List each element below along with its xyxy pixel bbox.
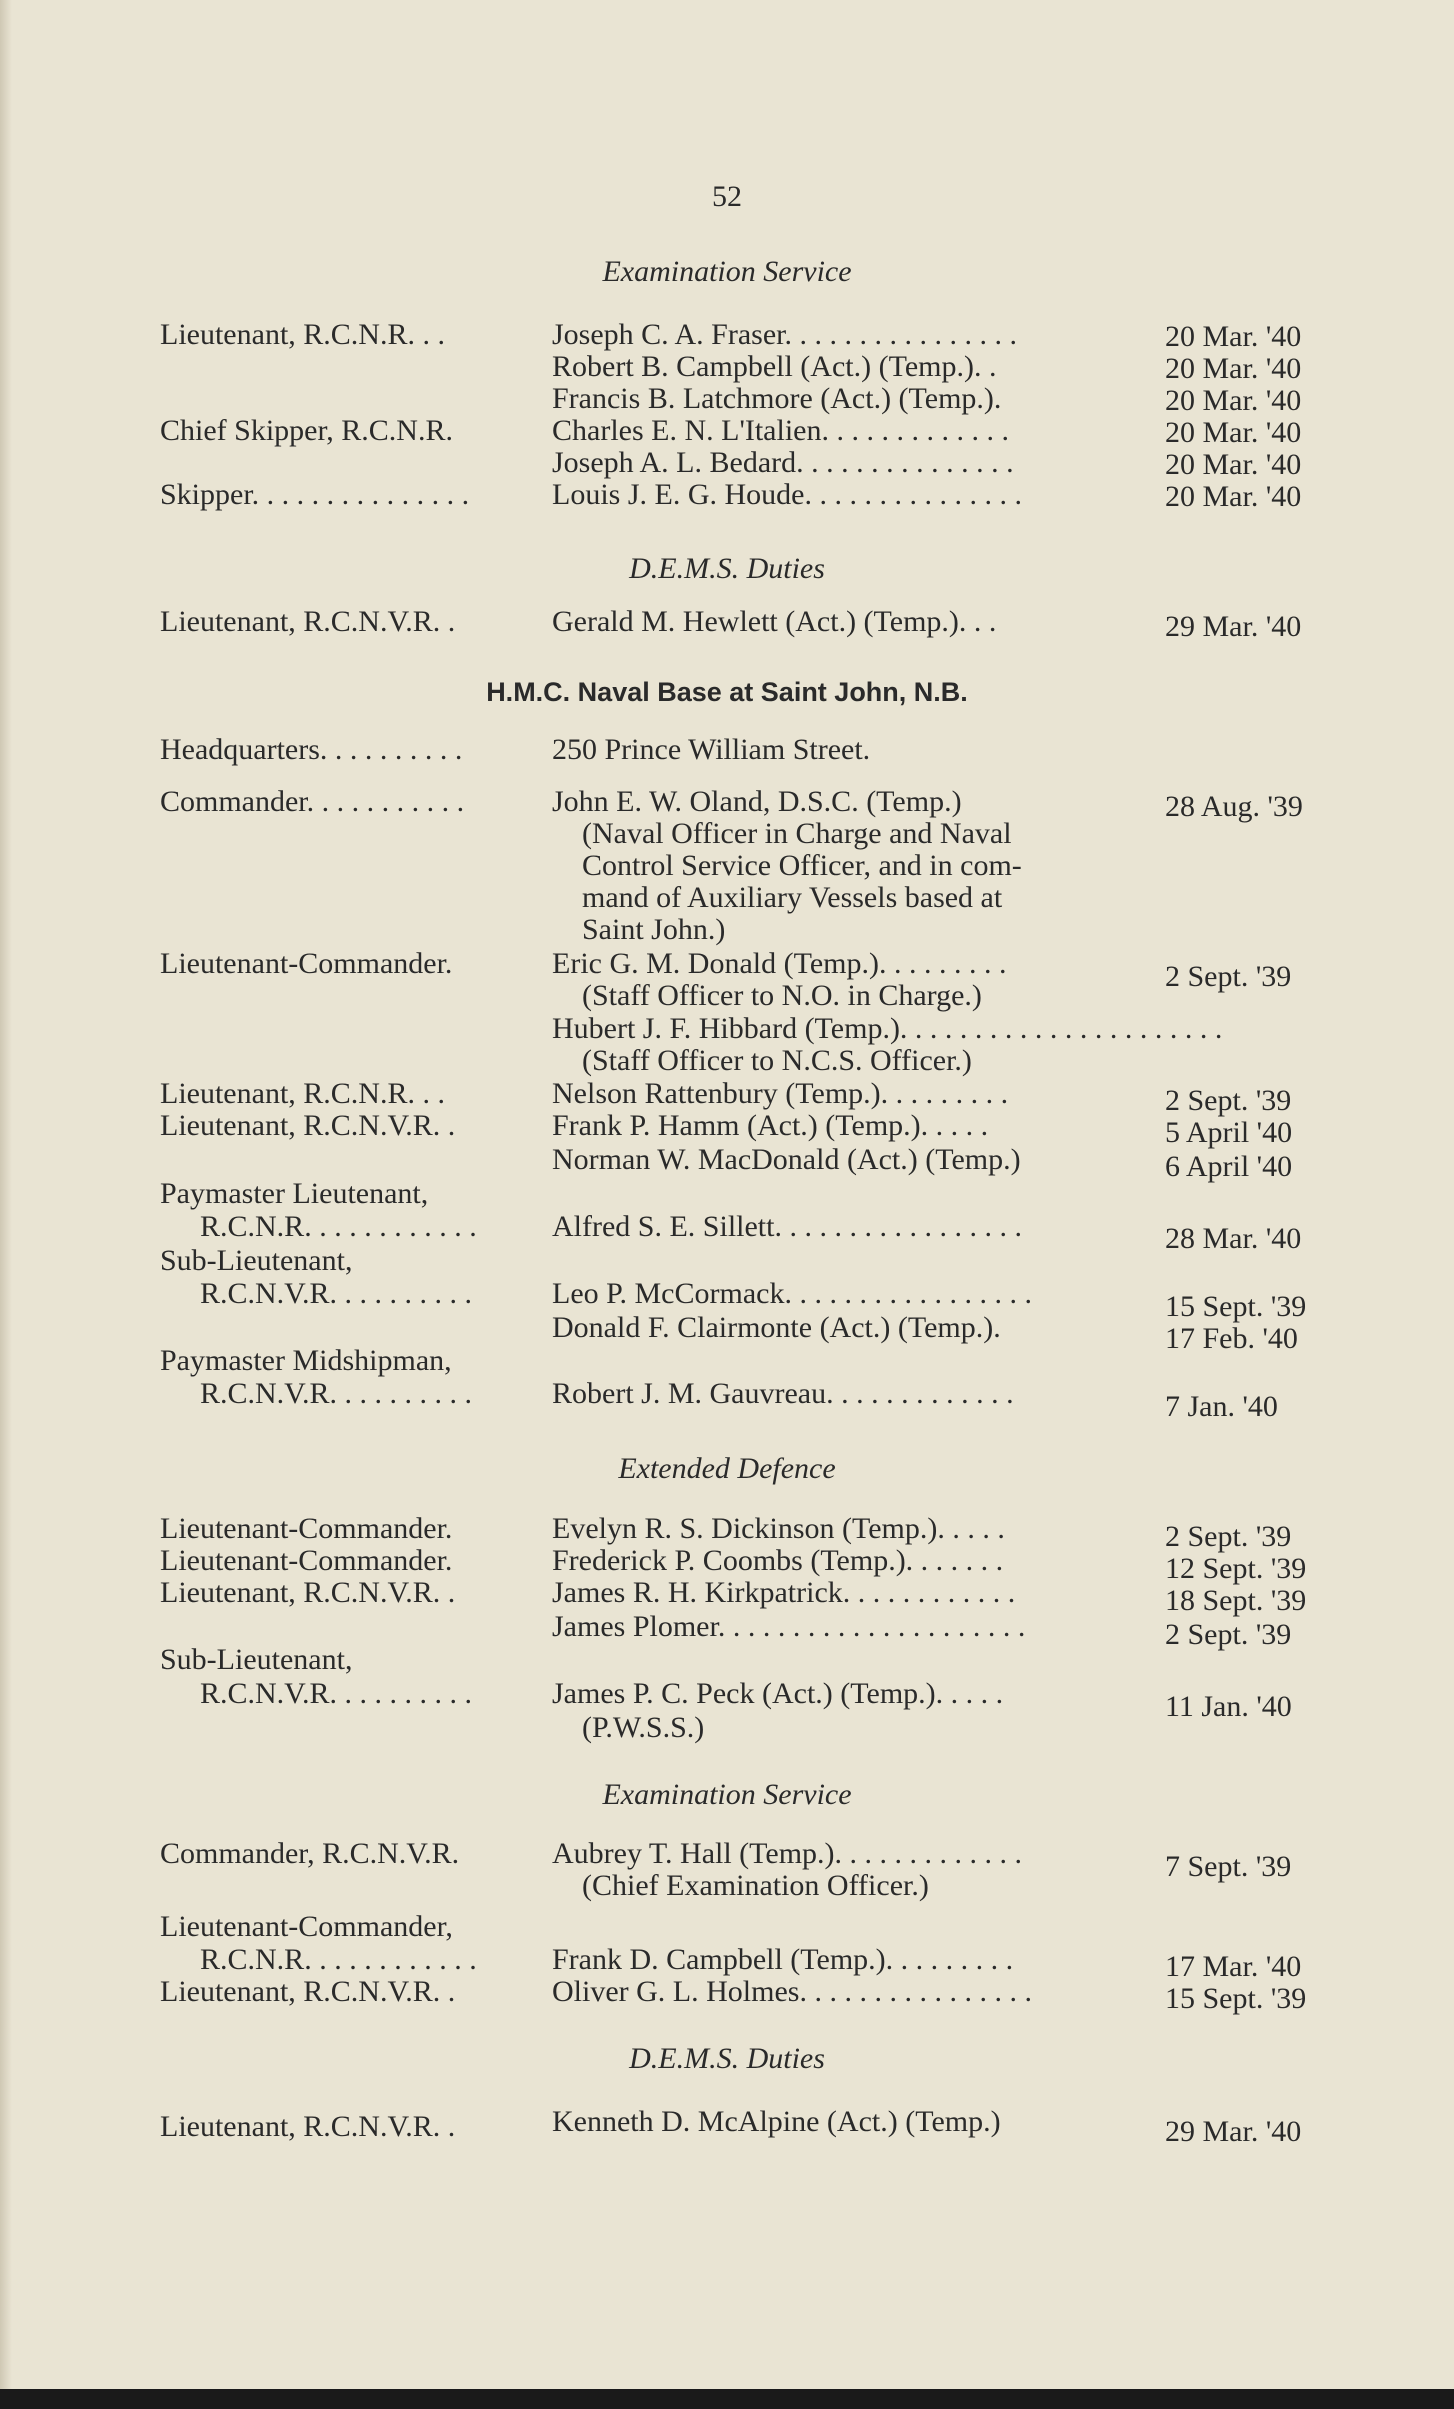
rank: Lieutenant, R.C.N.V.R. . <box>160 1109 456 1142</box>
officer-name: Frederick P. Coombs (Temp.). . . . . . . <box>552 1544 1004 1577</box>
rank: Lieutenant, R.C.N.R. . . <box>160 318 445 351</box>
page-number: 52 <box>712 180 742 213</box>
officer-name: Aubrey T. Hall (Temp.). . . . . . . . . . . . . <box>552 1837 1023 1870</box>
rank: R.C.N.V.R. . . . . . . . . . <box>200 1377 472 1410</box>
section-title: Examination Service <box>602 255 852 288</box>
officer-name: James P. C. Peck (Act.) (Temp.). . . . . <box>552 1677 1004 1710</box>
rank: Lieutenant, R.C.N.R. . . <box>160 1077 445 1110</box>
rank: Lieutenant, R.C.N.V.R. . <box>160 605 456 638</box>
section-heading: H.M.C. Naval Base at Saint John, N.B. <box>486 677 968 707</box>
appointment-date: 2 Sept. '39 <box>1165 1520 1292 1553</box>
appointment-note: mand of Auxiliary Vessels based at <box>582 881 1003 914</box>
appointment-note: (Staff Officer to N.C.S. Officer.) <box>582 1044 972 1077</box>
appointment-date: 29 Mar. '40 <box>1165 610 1302 643</box>
appointment-note: (Chief Examination Officer.) <box>582 1869 929 1902</box>
appointment-date: 11 Jan. '40 <box>1165 1690 1292 1723</box>
rank: Lieutenant-Commander. <box>160 1544 453 1577</box>
rank: Headquarters. . . . . . . . . . <box>160 733 463 766</box>
officer-name: James R. H. Kirkpatrick. . . . . . . . . . . . <box>552 1576 1016 1609</box>
officer-name: Alfred S. E. Sillett. . . . . . . . . . . . . . . . . <box>552 1210 1022 1243</box>
appointment-date: 28 Aug. '39 <box>1165 790 1303 823</box>
appointment-date: 20 Mar. '40 <box>1165 320 1302 353</box>
rank: Paymaster Midshipman, <box>160 1344 452 1377</box>
rank: R.C.N.V.R. . . . . . . . . . <box>200 1677 472 1710</box>
officer-name: Hubert J. F. Hibbard (Temp.). . . . . . . . . . . . . . . . . . . . . . <box>552 1012 1223 1045</box>
officer-name: Gerald M. Hewlett (Act.) (Temp.). . . <box>552 605 997 638</box>
officer-name: Eric G. M. Donald (Temp.). . . . . . . . . <box>552 947 1007 980</box>
officer-name: Evelyn R. S. Dickinson (Temp.). . . . . <box>552 1512 1005 1545</box>
rank: Skipper. . . . . . . . . . . . . . . <box>160 478 470 511</box>
officer-name: Joseph A. L. Bedard. . . . . . . . . . . . . . . <box>552 446 1014 479</box>
officer-name: Louis J. E. G. Houde. . . . . . . . . . . . . . . <box>552 478 1022 511</box>
appointment-date: 20 Mar. '40 <box>1165 384 1302 417</box>
rank: Lieutenant-Commander. <box>160 1512 453 1545</box>
appointment-date: 5 April '40 <box>1165 1116 1293 1149</box>
appointment-date: 20 Mar. '40 <box>1165 448 1302 481</box>
appointment-date: 2 Sept. '39 <box>1165 1084 1292 1117</box>
scan-border <box>0 2389 1454 2409</box>
appointment-note: (Staff Officer to N.O. in Charge.) <box>582 979 982 1012</box>
officer-name: Oliver G. L. Holmes. . . . . . . . . . . . . . . . <box>552 1975 1032 2008</box>
appointment-date: 28 Mar. '40 <box>1165 1222 1302 1255</box>
rank: R.C.N.R. . . . . . . . . . . . <box>200 1943 477 1976</box>
officer-name: Robert B. Campbell (Act.) (Temp.). . <box>552 350 997 383</box>
appointment-date: 15 Sept. '39 <box>1165 1982 1307 2015</box>
section-title: Examination Service <box>602 1778 852 1811</box>
appointment-date: 17 Feb. '40 <box>1165 1322 1298 1355</box>
appointment-date: 17 Mar. '40 <box>1165 1950 1302 1983</box>
officer-name: Charles E. N. L'Italien. . . . . . . . . . . . . <box>552 414 1009 447</box>
appointment-date: 20 Mar. '40 <box>1165 480 1302 513</box>
appointment-date: 2 Sept. '39 <box>1165 1618 1292 1651</box>
rank: R.C.N.R. . . . . . . . . . . . <box>200 1210 477 1243</box>
appointment-date: 7 Sept. '39 <box>1165 1850 1292 1883</box>
rank: Commander. . . . . . . . . . . <box>160 785 465 818</box>
appointment-date: 18 Sept. '39 <box>1165 1584 1307 1617</box>
appointment-date: 6 April '40 <box>1165 1150 1293 1183</box>
rank: Paymaster Lieutenant, <box>160 1177 429 1210</box>
appointment-note: (P.W.S.S.) <box>582 1711 705 1744</box>
appointment-date: 29 Mar. '40 <box>1165 2115 1302 2148</box>
officer-name: Francis B. Latchmore (Act.) (Temp.). <box>552 382 1002 415</box>
appointment-date: 20 Mar. '40 <box>1165 352 1302 385</box>
officer-name: Donald F. Clairmonte (Act.) (Temp.). <box>552 1311 1001 1344</box>
address: 250 Prince William Street. <box>552 733 871 766</box>
rank: Chief Skipper, R.C.N.R. <box>160 414 453 447</box>
rank: Lieutenant, R.C.N.V.R. . <box>160 1576 456 1609</box>
rank: R.C.N.V.R. . . . . . . . . . <box>200 1277 472 1310</box>
officer-name: Joseph C. A. Fraser. . . . . . . . . . . . . . . . <box>552 318 1017 351</box>
officer-name: Nelson Rattenbury (Temp.). . . . . . . . . <box>552 1077 1009 1110</box>
officer-name: James Plomer. . . . . . . . . . . . . . . . . . . . . <box>552 1610 1026 1643</box>
officer-name: Kenneth D. McAlpine (Act.) (Temp.) <box>552 2105 1001 2138</box>
officer-name: Norman W. MacDonald (Act.) (Temp.) <box>552 1143 1021 1176</box>
appointment-date: 20 Mar. '40 <box>1165 416 1302 449</box>
rank: Lieutenant, R.C.N.V.R. . <box>160 1975 456 2008</box>
appointment-note: (Naval Officer in Charge and Naval <box>582 817 1012 850</box>
appointment-date: 2 Sept. '39 <box>1165 960 1292 993</box>
officer-name: Frank P. Hamm (Act.) (Temp.). . . . . <box>552 1109 989 1142</box>
section-title: Extended Defence <box>618 1452 836 1485</box>
rank: Lieutenant, R.C.N.V.R. . <box>160 2110 456 2143</box>
appointment-note: Control Service Officer, and in com- <box>582 849 1022 882</box>
rank: Commander, R.C.N.V.R. <box>160 1837 460 1870</box>
section-title: D.E.M.S. Duties <box>629 552 825 585</box>
rank: Lieutenant-Commander. <box>160 947 453 980</box>
officer-name: Leo P. McCormack. . . . . . . . . . . . . . . . . <box>552 1277 1032 1310</box>
officer-name: Robert J. M. Gauvreau. . . . . . . . . . . . . <box>552 1377 1014 1410</box>
rank: Sub-Lieutenant, <box>160 1244 353 1277</box>
appointment-date: 12 Sept. '39 <box>1165 1552 1307 1585</box>
section-title: D.E.M.S. Duties <box>629 2042 825 2075</box>
rank: Sub-Lieutenant, <box>160 1643 353 1676</box>
appointment-date: 7 Jan. '40 <box>1165 1390 1278 1423</box>
officer-name: Frank D. Campbell (Temp.). . . . . . . . . <box>552 1943 1014 1976</box>
rank: Lieutenant-Commander, <box>160 1910 453 1943</box>
appointment-date: 15 Sept. '39 <box>1165 1290 1307 1323</box>
appointment-note: Saint John.) <box>582 913 726 946</box>
officer-name: John E. W. Oland, D.S.C. (Temp.) <box>552 785 962 818</box>
